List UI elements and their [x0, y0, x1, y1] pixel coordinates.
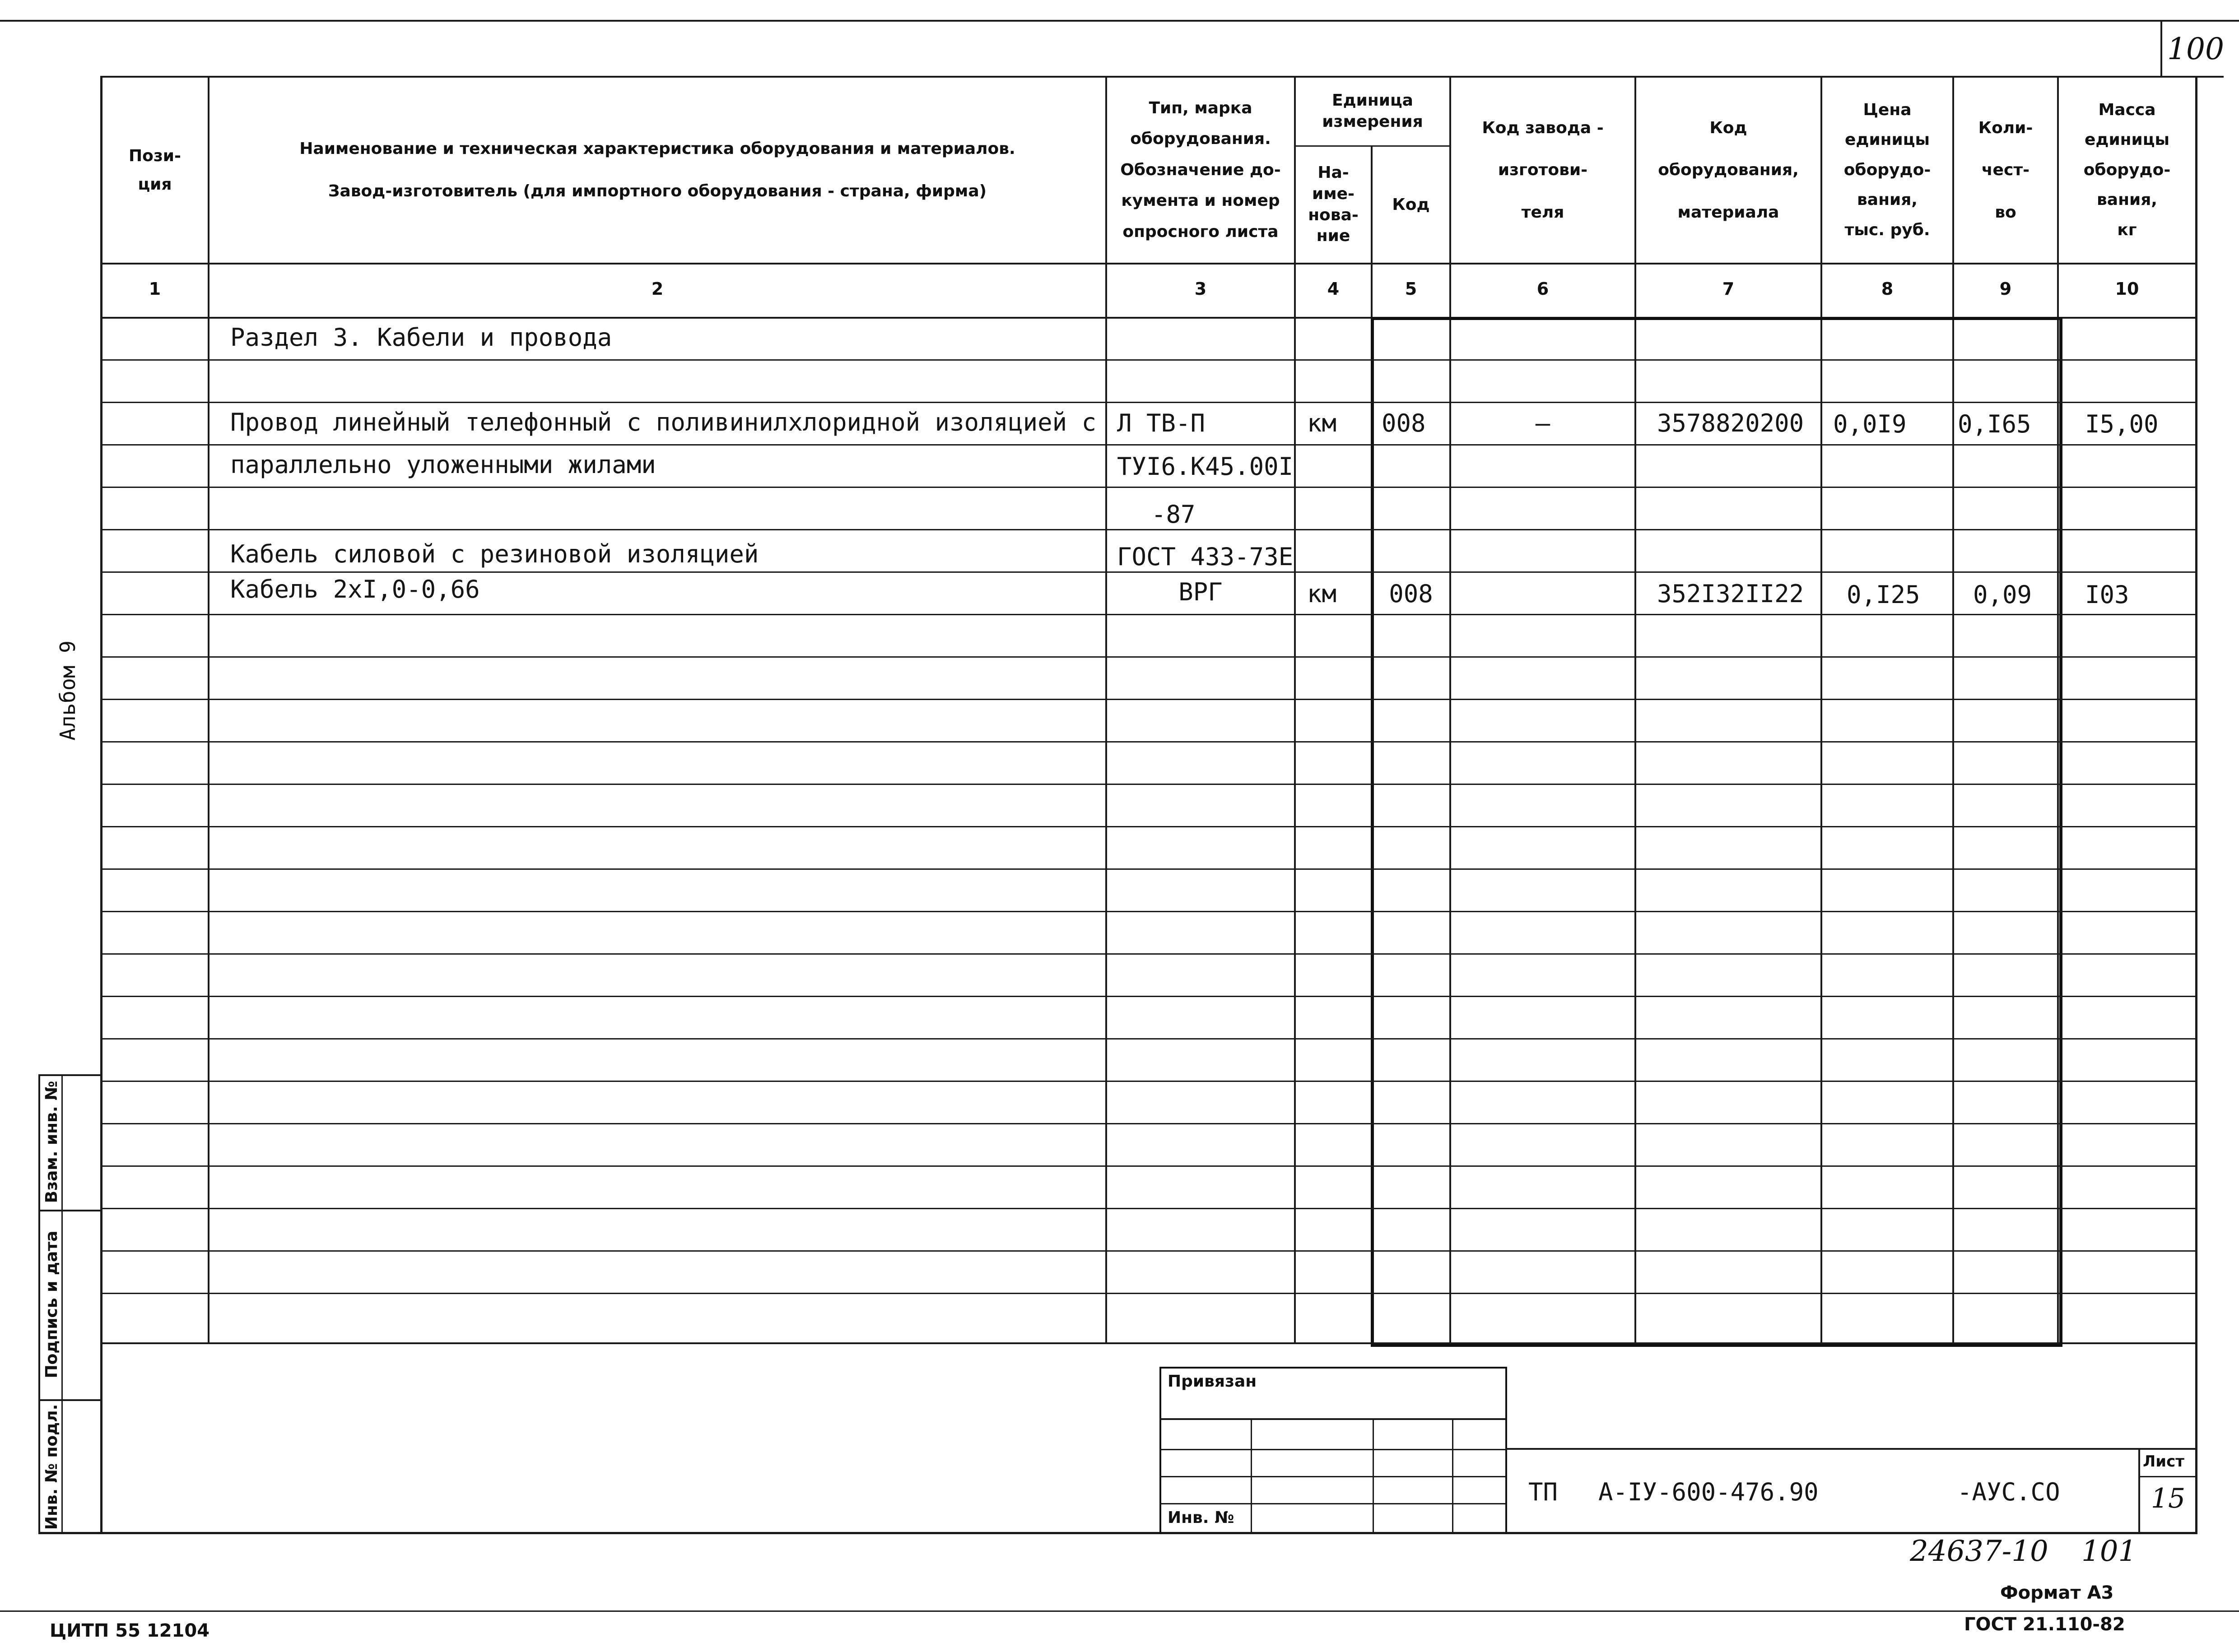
header-price: Цена единицы оборудо- вания, тыс. руб.	[1843, 100, 1931, 239]
header-unit-code: Код	[1392, 195, 1430, 214]
privyazan-split	[1159, 1418, 1505, 1420]
frame-right	[2195, 76, 2197, 1534]
col-line-1	[208, 76, 209, 1344]
doc-code-suffix: -АУС.СО	[1957, 1478, 2060, 1506]
side-label-inv-podl: Инв. № подл.	[42, 1404, 61, 1530]
side-strip-left	[38, 1074, 40, 1534]
row-line	[100, 402, 2197, 403]
colnum-4: 4	[1327, 279, 1340, 299]
row-line	[100, 571, 2197, 573]
privyazan-grid-v1	[1251, 1418, 1252, 1532]
colnum-1: 1	[149, 279, 161, 299]
colnum-3: 3	[1194, 279, 1207, 299]
row-name: Провод линейный телефонный с поливинилхлоридной изоляцией с	[230, 408, 1097, 436]
row-line	[100, 826, 2197, 827]
header-qty: Коли- чест- во	[1978, 118, 2033, 222]
header-factory-code: Код завода - изготови- теля	[1482, 118, 1604, 222]
privyazan-grid-v3	[1452, 1418, 1453, 1532]
row-line	[100, 699, 2197, 700]
row-type: ГОСТ 433-73Е	[1117, 543, 1294, 571]
row-line	[100, 444, 2197, 445]
row-line	[100, 1293, 2197, 1294]
header-position: Пози- ция	[129, 147, 181, 194]
header-bottom-line	[100, 263, 2197, 265]
side-strip-mid	[61, 1074, 63, 1534]
header-name: Наименование и техническая характеристика оборудования и материалов. Завод-изготовитель (для импортного оборудования - страна, фирма)	[299, 139, 1015, 200]
inv-no-label: Инв. №	[1168, 1508, 1234, 1527]
stamp-top-line	[1505, 1448, 2196, 1450]
row-factory-code: –	[1535, 409, 1550, 437]
row-line	[100, 784, 2197, 785]
row-type: -87	[1151, 500, 1196, 529]
privyazan-grid-h1	[1159, 1449, 1505, 1450]
row-type: Л ТВ-П	[1117, 409, 1206, 437]
row-mass: I5,00	[2085, 410, 2159, 438]
side-label-vzam: Взам. инв. №	[42, 1081, 61, 1203]
colnum-8: 8	[1881, 279, 1894, 299]
colnum-7: 7	[1722, 279, 1735, 299]
row-line	[100, 996, 2197, 997]
row-line	[100, 868, 2197, 870]
row-line	[100, 487, 2197, 488]
header-type: Тип, марка оборудования. Обозначение до- кумента и номер опросного листа	[1120, 99, 1281, 241]
row-line	[100, 1208, 2197, 1209]
col-line-2	[1105, 76, 1107, 1344]
row-line	[100, 911, 2197, 912]
section-title: Раздел 3. Кабели и провода	[230, 323, 612, 352]
row-price: 0,I25	[1847, 580, 1920, 609]
row-line	[100, 1038, 2197, 1039]
row-price: 0,0I9	[1833, 410, 1907, 438]
row-line	[100, 656, 2197, 658]
row-unit: км	[1307, 580, 1337, 608]
row-qty: 0,09	[1973, 580, 2032, 609]
row-mass: I03	[2085, 580, 2129, 609]
row-name: параллельно уложенными жилами	[230, 450, 656, 479]
header-unit-group: Единица измерения	[1322, 91, 1423, 131]
list-number: 15	[2151, 1483, 2186, 1514]
row-type: ТУI6.К45.00I	[1117, 452, 1294, 481]
thick-block-border	[1371, 317, 2062, 1347]
row-equip-code: 3578820200	[1657, 409, 1804, 437]
colnum-9: 9	[1999, 279, 2012, 299]
row-line	[100, 953, 2197, 955]
handwritten-page: 101	[2081, 1535, 2137, 1568]
colnum-2: 2	[651, 279, 664, 299]
list-label: Лист	[2143, 1452, 2184, 1471]
row-line	[100, 1250, 2197, 1252]
row-line	[100, 359, 2197, 361]
row-unit-code: 008	[1382, 409, 1426, 437]
side-strip-div1	[38, 1210, 102, 1211]
header-equip-code: Код оборудования, материала	[1658, 118, 1799, 222]
row-line	[100, 1123, 2197, 1124]
colnum-5: 5	[1405, 279, 1417, 299]
header-unit-name: На- име- нова- ние	[1308, 163, 1359, 246]
bottom-page-line	[0, 1610, 2239, 1612]
row-line	[100, 529, 2197, 530]
side-label-album: Альбом 9	[56, 640, 80, 741]
row-equip-code: 352I32II22	[1657, 580, 1804, 608]
colnum-10: 10	[2115, 279, 2139, 299]
frame-bottom	[38, 1532, 2197, 1534]
doc-code-prefix: ТП	[1528, 1478, 1558, 1506]
row-name: Кабель 2хI,0-0,66	[230, 575, 480, 603]
header-mass: Масса единицы оборудо- вания, кг	[2083, 100, 2171, 239]
handwritten-number: 24637-10	[1910, 1535, 2048, 1568]
row-unit-code: 008	[1389, 580, 1433, 608]
list-box-split	[2138, 1476, 2196, 1477]
privyazan-label: Привязан	[1168, 1372, 1257, 1391]
col-line-3	[1294, 76, 1296, 1344]
doc-code: А-IУ-600-476.90	[1598, 1478, 1819, 1506]
side-label-podpis: Подпись и дата	[42, 1230, 61, 1378]
row-name: Кабель силовой с резиновой изоляцией	[230, 540, 759, 568]
colnum-6: 6	[1536, 279, 1549, 299]
sheet-number-box-left	[2160, 22, 2162, 77]
format-label: Формат А3	[2000, 1582, 2114, 1603]
row-qty: 0,I65	[1958, 410, 2031, 438]
top-page-border	[0, 20, 2239, 22]
row-type: ВРГ	[1178, 578, 1223, 606]
row-line	[100, 614, 2197, 615]
privyazan-grid-v2	[1373, 1418, 1374, 1532]
row-line	[100, 741, 2197, 742]
privyazan-grid-h2	[1159, 1476, 1505, 1477]
row-line	[100, 1165, 2197, 1167]
row-line	[100, 1081, 2197, 1082]
row-unit: км	[1307, 409, 1337, 437]
sheet-top-number: 100	[2167, 32, 2224, 66]
printer-label: ЦИТП 55 12104	[50, 1620, 210, 1641]
privyazan-grid-h3	[1159, 1503, 1505, 1504]
gost-label: ГОСТ 21.110-82	[1964, 1614, 2125, 1635]
